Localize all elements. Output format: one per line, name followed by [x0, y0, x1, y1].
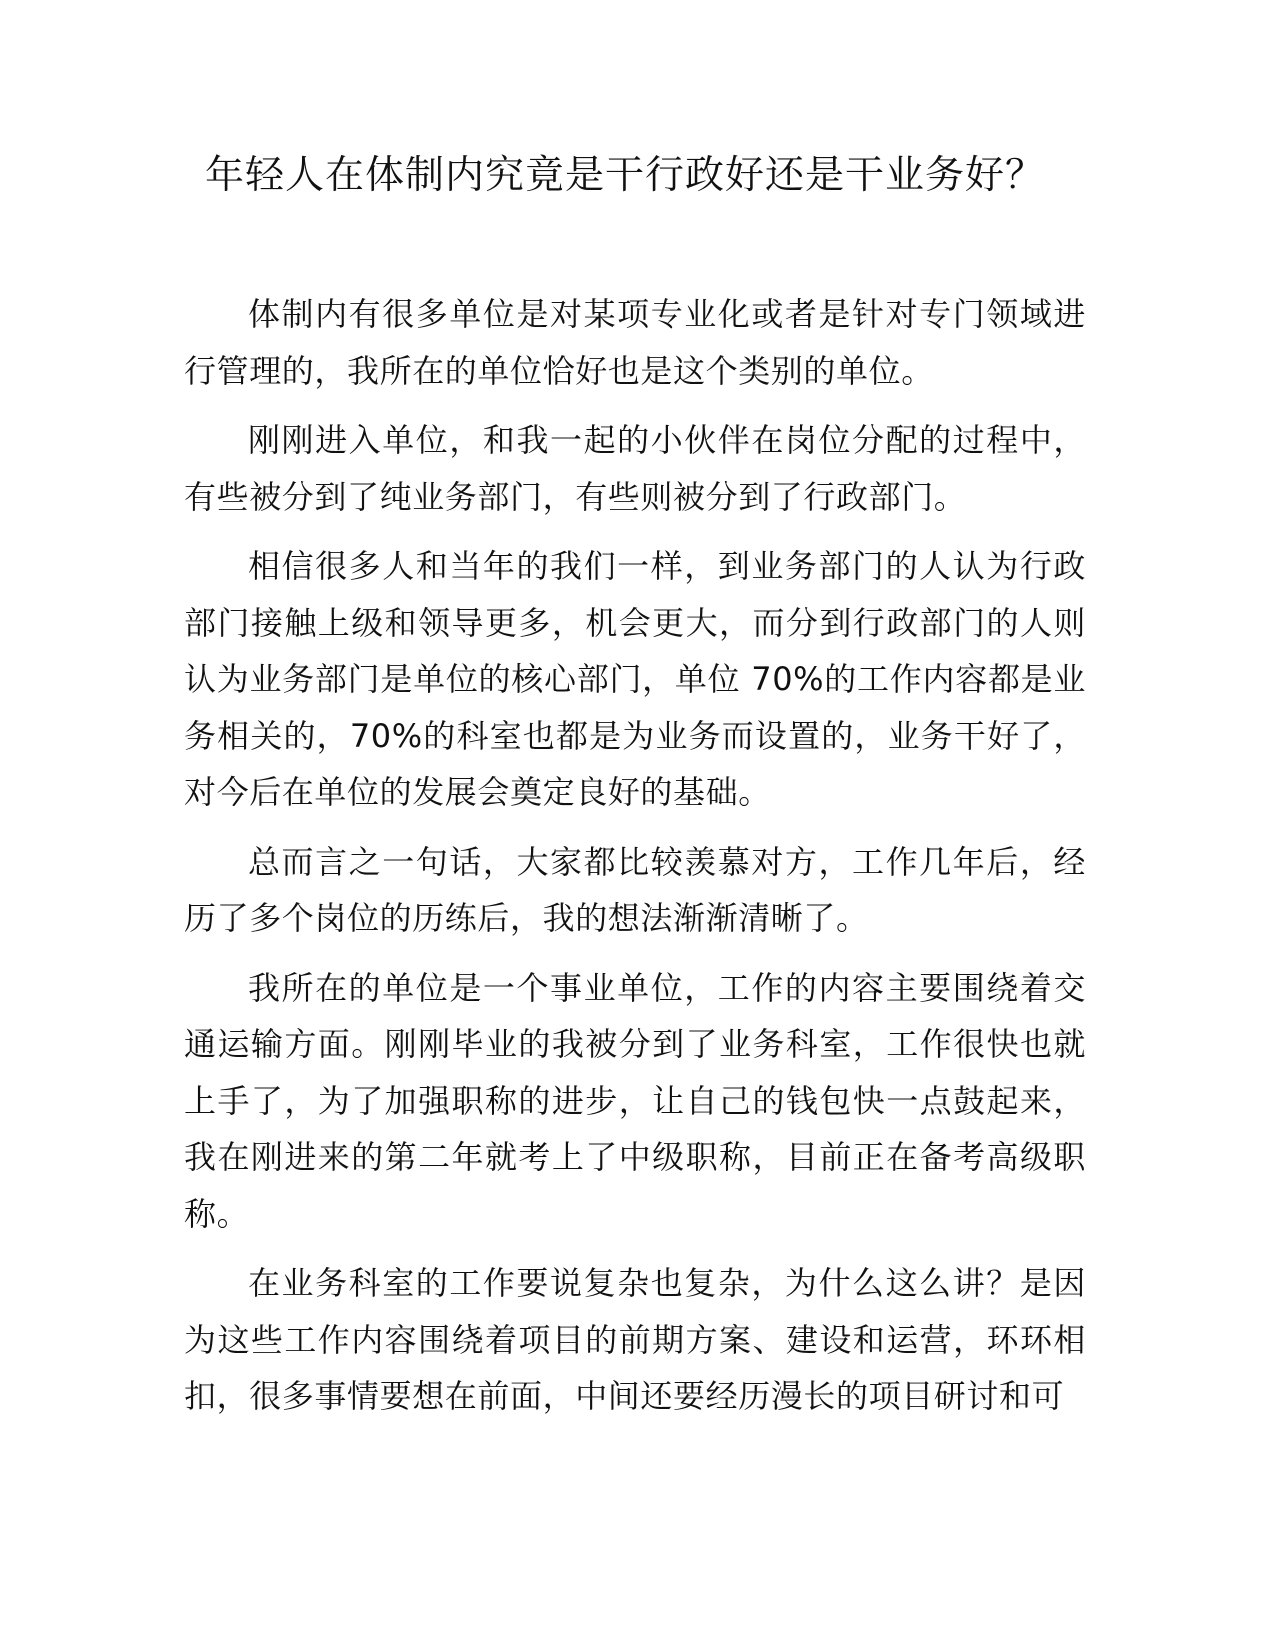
document-title: 年轻人在体制内究竟是干行政好还是干业务好？	[205, 153, 1046, 198]
document-body	[184, 286, 1086, 1438]
paragraph: 体制内有很多单位是对某项专业化或者是针对专门领域进行管理的，我所在的单位恰好也是这个类别的单位。	[184, 295, 1086, 390]
paragraph: 刚刚进入单位，和我一起的小伙伴在岗位分配的过程中，有些被分到了纯业务部门，有些则被分到了行政部门。	[184, 421, 1086, 516]
paragraph: 相信很多人和当年的我们一样，到业务部门的人认为行政部门接触上级和领导更多，机会更大，而分到行政部门的人则认为业务部门是单位的核心部门，单位 70%的工作内容都是业务相关的，70%的科室也都是为业务而设置的，业务干好了，对今后在单位的发展会奠定良好的基础。	[184, 547, 1086, 811]
paragraph: 在业务科室的工作要说复杂也复杂，为什么这么讲？是因为这些工作内容围绕着项目的前期方案、建设和运营，环环相扣，很多事情要想在前面，中间还要经历漫长的项目研讨和可	[184, 1264, 1086, 1415]
paragraph: 我所在的单位是一个事业单位，工作的内容主要围绕着交通运输方面。刚刚毕业的我被分到了业务科室，工作很快也就上手了，为了加强职称的进步，让自己的钱包快一点鼓起来，我在刚进来的第二年就考上了中级职称，目前正在备考高级职称。	[184, 968, 1086, 1233]
paragraph: 总而言之一句话，大家都比较羡慕对方，工作几年后，经历了多个岗位的历练后，我的想法渐渐清晰了。	[184, 842, 1086, 937]
